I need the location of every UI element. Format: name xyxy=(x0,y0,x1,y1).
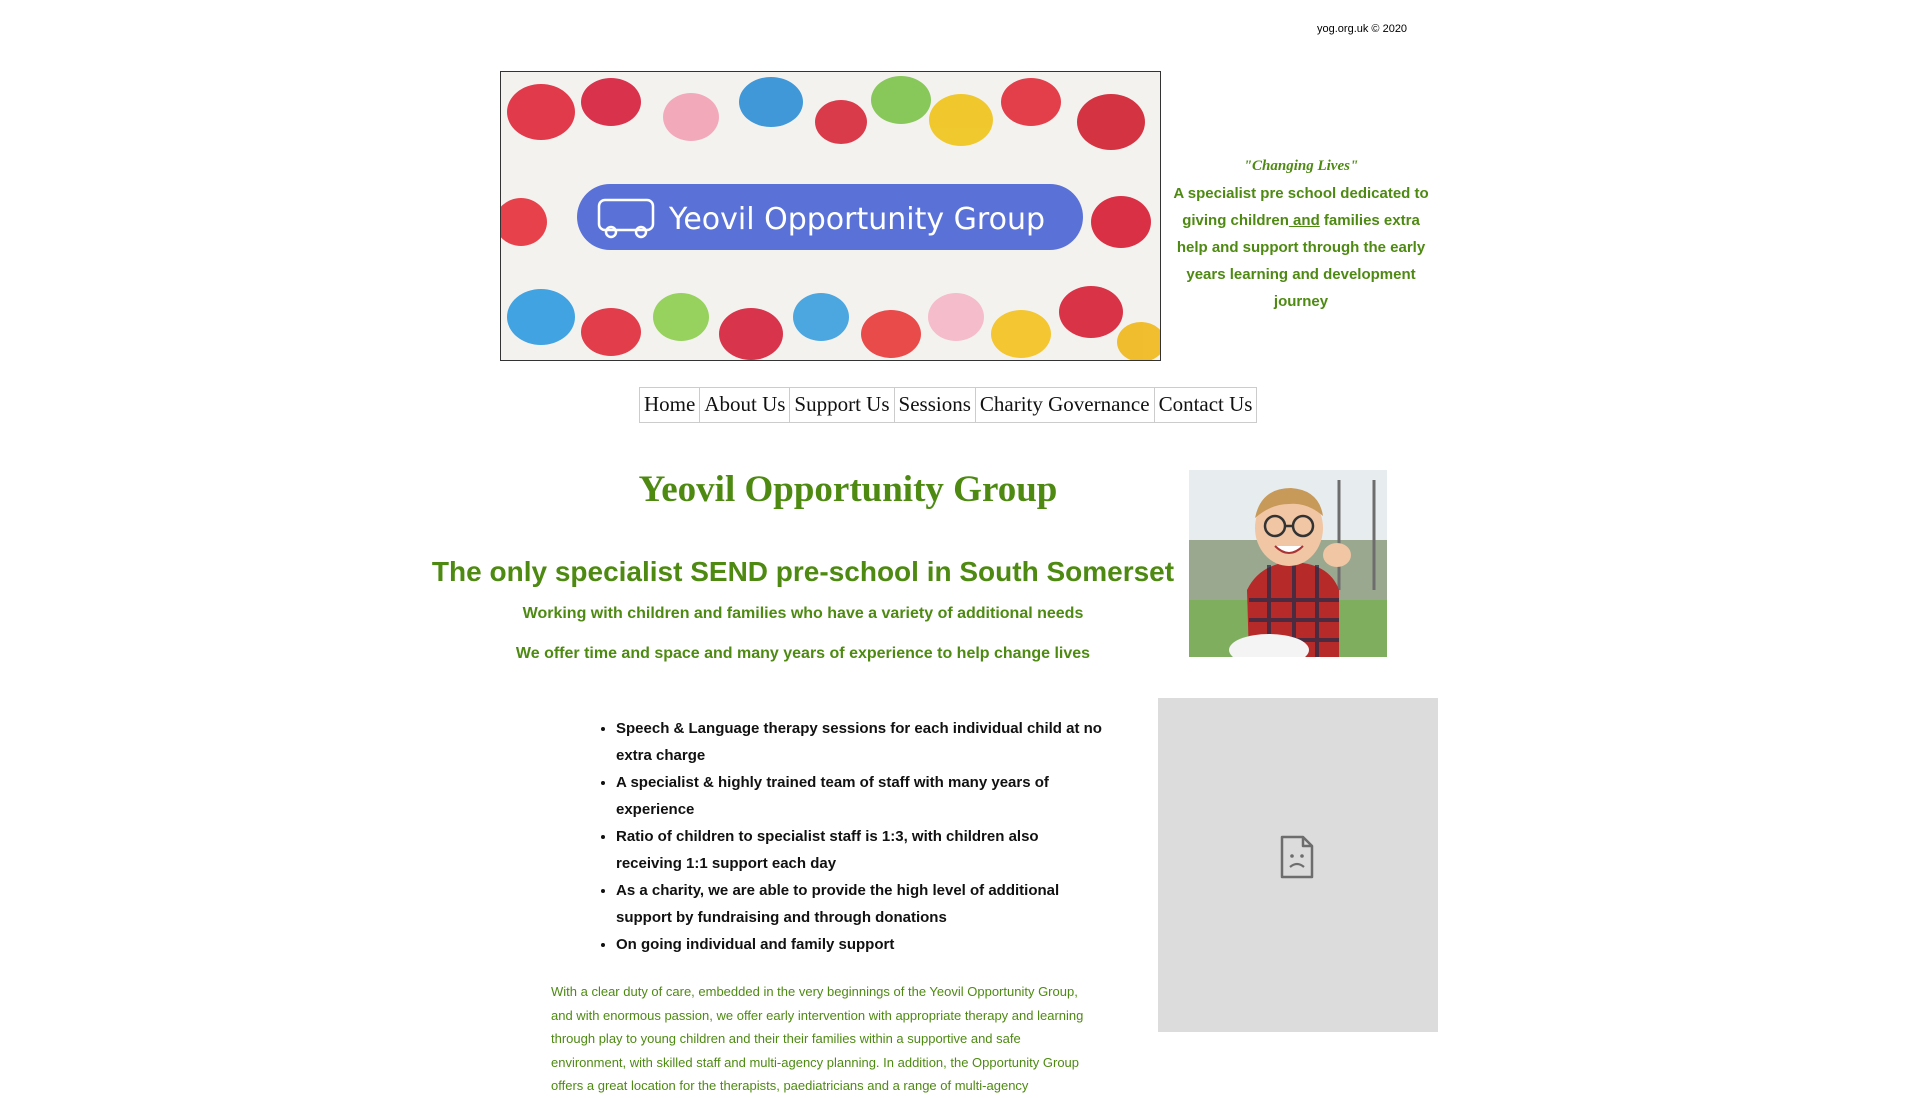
nav-contact-us[interactable]: Contact Us xyxy=(1158,392,1253,416)
tagline-and: and xyxy=(1288,212,1320,229)
feature-list xyxy=(598,715,1106,958)
nav-support-us[interactable]: Support Us xyxy=(790,388,894,422)
nav-charity-governance[interactable]: Charity Governance xyxy=(976,388,1155,422)
child-photo xyxy=(1189,470,1387,657)
copyright-text: yog.org.uk © 2020 xyxy=(1317,23,1408,35)
list-item: • As a charity, we are able to provide the high level of additional support by fundraising and through donations xyxy=(616,877,1106,931)
tagline-text-end: families extra help and support through the early years learning and development journey xyxy=(1176,212,1426,310)
nav-home[interactable]: Home xyxy=(640,388,700,422)
embedded-content-placeholder[interactable] xyxy=(1158,698,1438,1032)
banner-logo-text: Yeovil Opportunity Group xyxy=(669,202,1046,237)
tagline xyxy=(1165,153,1437,315)
page-subtitle: The only specialist SEND pre-school in South Somerset xyxy=(431,556,1175,587)
intro-line-1: Working with children and families who have a variety of additional needs xyxy=(522,605,1084,622)
banner-image xyxy=(500,71,1161,361)
page-title: Yeovil Opportunity Group xyxy=(638,469,1058,510)
list-item: • Speech & Language therapy sessions for each individual child at no extra charge xyxy=(616,715,1106,769)
main-navigation xyxy=(639,387,1257,423)
nav-about-us[interactable]: About Us xyxy=(700,388,790,422)
body-paragraph: With a clear duty of care, embedded in the very beginnings of the Yeovil Opportunity Group, and with enormous passion, we offer early intervention with appropriate therapy and learning through play to young children and their their families within a supportive and safe environment, with skilled staff and multi-agency planning. In addition, the Opportunity Group offers a great location for the therapists, paediatricians and a range of multi-agency xyxy=(551,984,1084,1093)
list-item: • A specialist & highly trained team of staff with many years of experience xyxy=(616,769,1106,823)
broken-document-icon xyxy=(1279,834,1315,880)
intro-line-2: We offer time and space and many years of experience to help change lives xyxy=(515,645,1091,662)
list-item: • Ratio of children to specialist staff is 1:3, with children also receiving 1:1 support each day xyxy=(616,823,1106,877)
nav-sessions[interactable]: Sessions xyxy=(895,388,976,422)
tagline-text-start: A specialist pre school dedicated to giving children xyxy=(1173,185,1429,229)
list-item: • On going individual and family support xyxy=(616,931,1106,958)
tagline-quote: "Changing Lives" xyxy=(1243,158,1359,174)
